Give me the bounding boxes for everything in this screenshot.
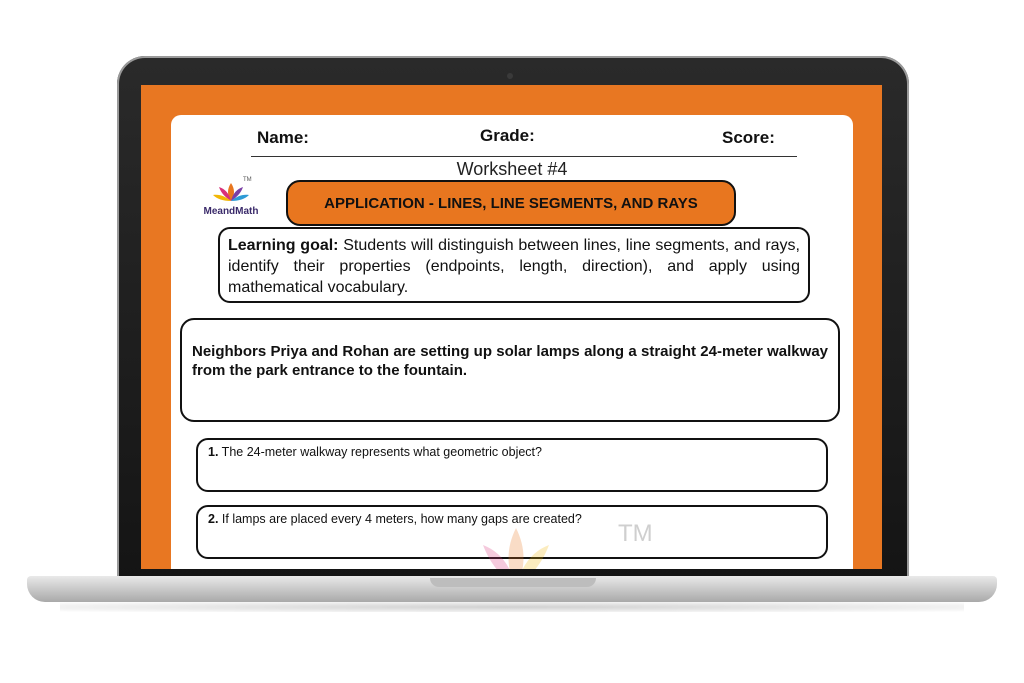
watermark-tm: TM (618, 520, 653, 547)
question-text: The 24-meter walkway represents what geometric object? (218, 445, 542, 459)
scenario-box: Neighbors Priya and Rohan are setting up solar lamps along a straight 24-meter walkway from the park entrance to the fountain. (180, 318, 840, 422)
question-number: 1. (208, 445, 219, 459)
worksheet-page (171, 115, 853, 569)
logo-tm: TM (243, 177, 252, 183)
question-number: 2. (208, 512, 219, 526)
laptop-notch (430, 578, 596, 587)
header-divider (251, 156, 797, 157)
logo-text: MeandMath (203, 206, 259, 217)
lotus-icon (211, 181, 251, 203)
learning-goal-text: Students will distinguish between lines, line segments, and rays, identify their properties (endpoints, length, direction), and apply using mathematical vocabulary. (228, 237, 800, 296)
learning-goal-box (218, 227, 810, 303)
grade-label: Grade: (480, 126, 535, 145)
meandmath-logo (199, 177, 263, 221)
laptop-screen (141, 85, 882, 569)
watermark-lotus-icon (461, 523, 571, 569)
webcam-icon (507, 73, 513, 79)
worksheet-title: Worksheet #4 (456, 159, 568, 179)
question-box-1[interactable] (196, 438, 828, 492)
question-text: If lamps are placed every 4 meters, how many gaps are created? (218, 512, 582, 526)
learning-goal-label: Learning goal: (228, 237, 339, 254)
score-label: Score: (722, 128, 775, 147)
name-label: Name: (257, 128, 309, 147)
laptop-shadow (60, 602, 964, 612)
topic-banner: APPLICATION - LINES, LINE SEGMENTS, AND RAYS (286, 180, 736, 226)
